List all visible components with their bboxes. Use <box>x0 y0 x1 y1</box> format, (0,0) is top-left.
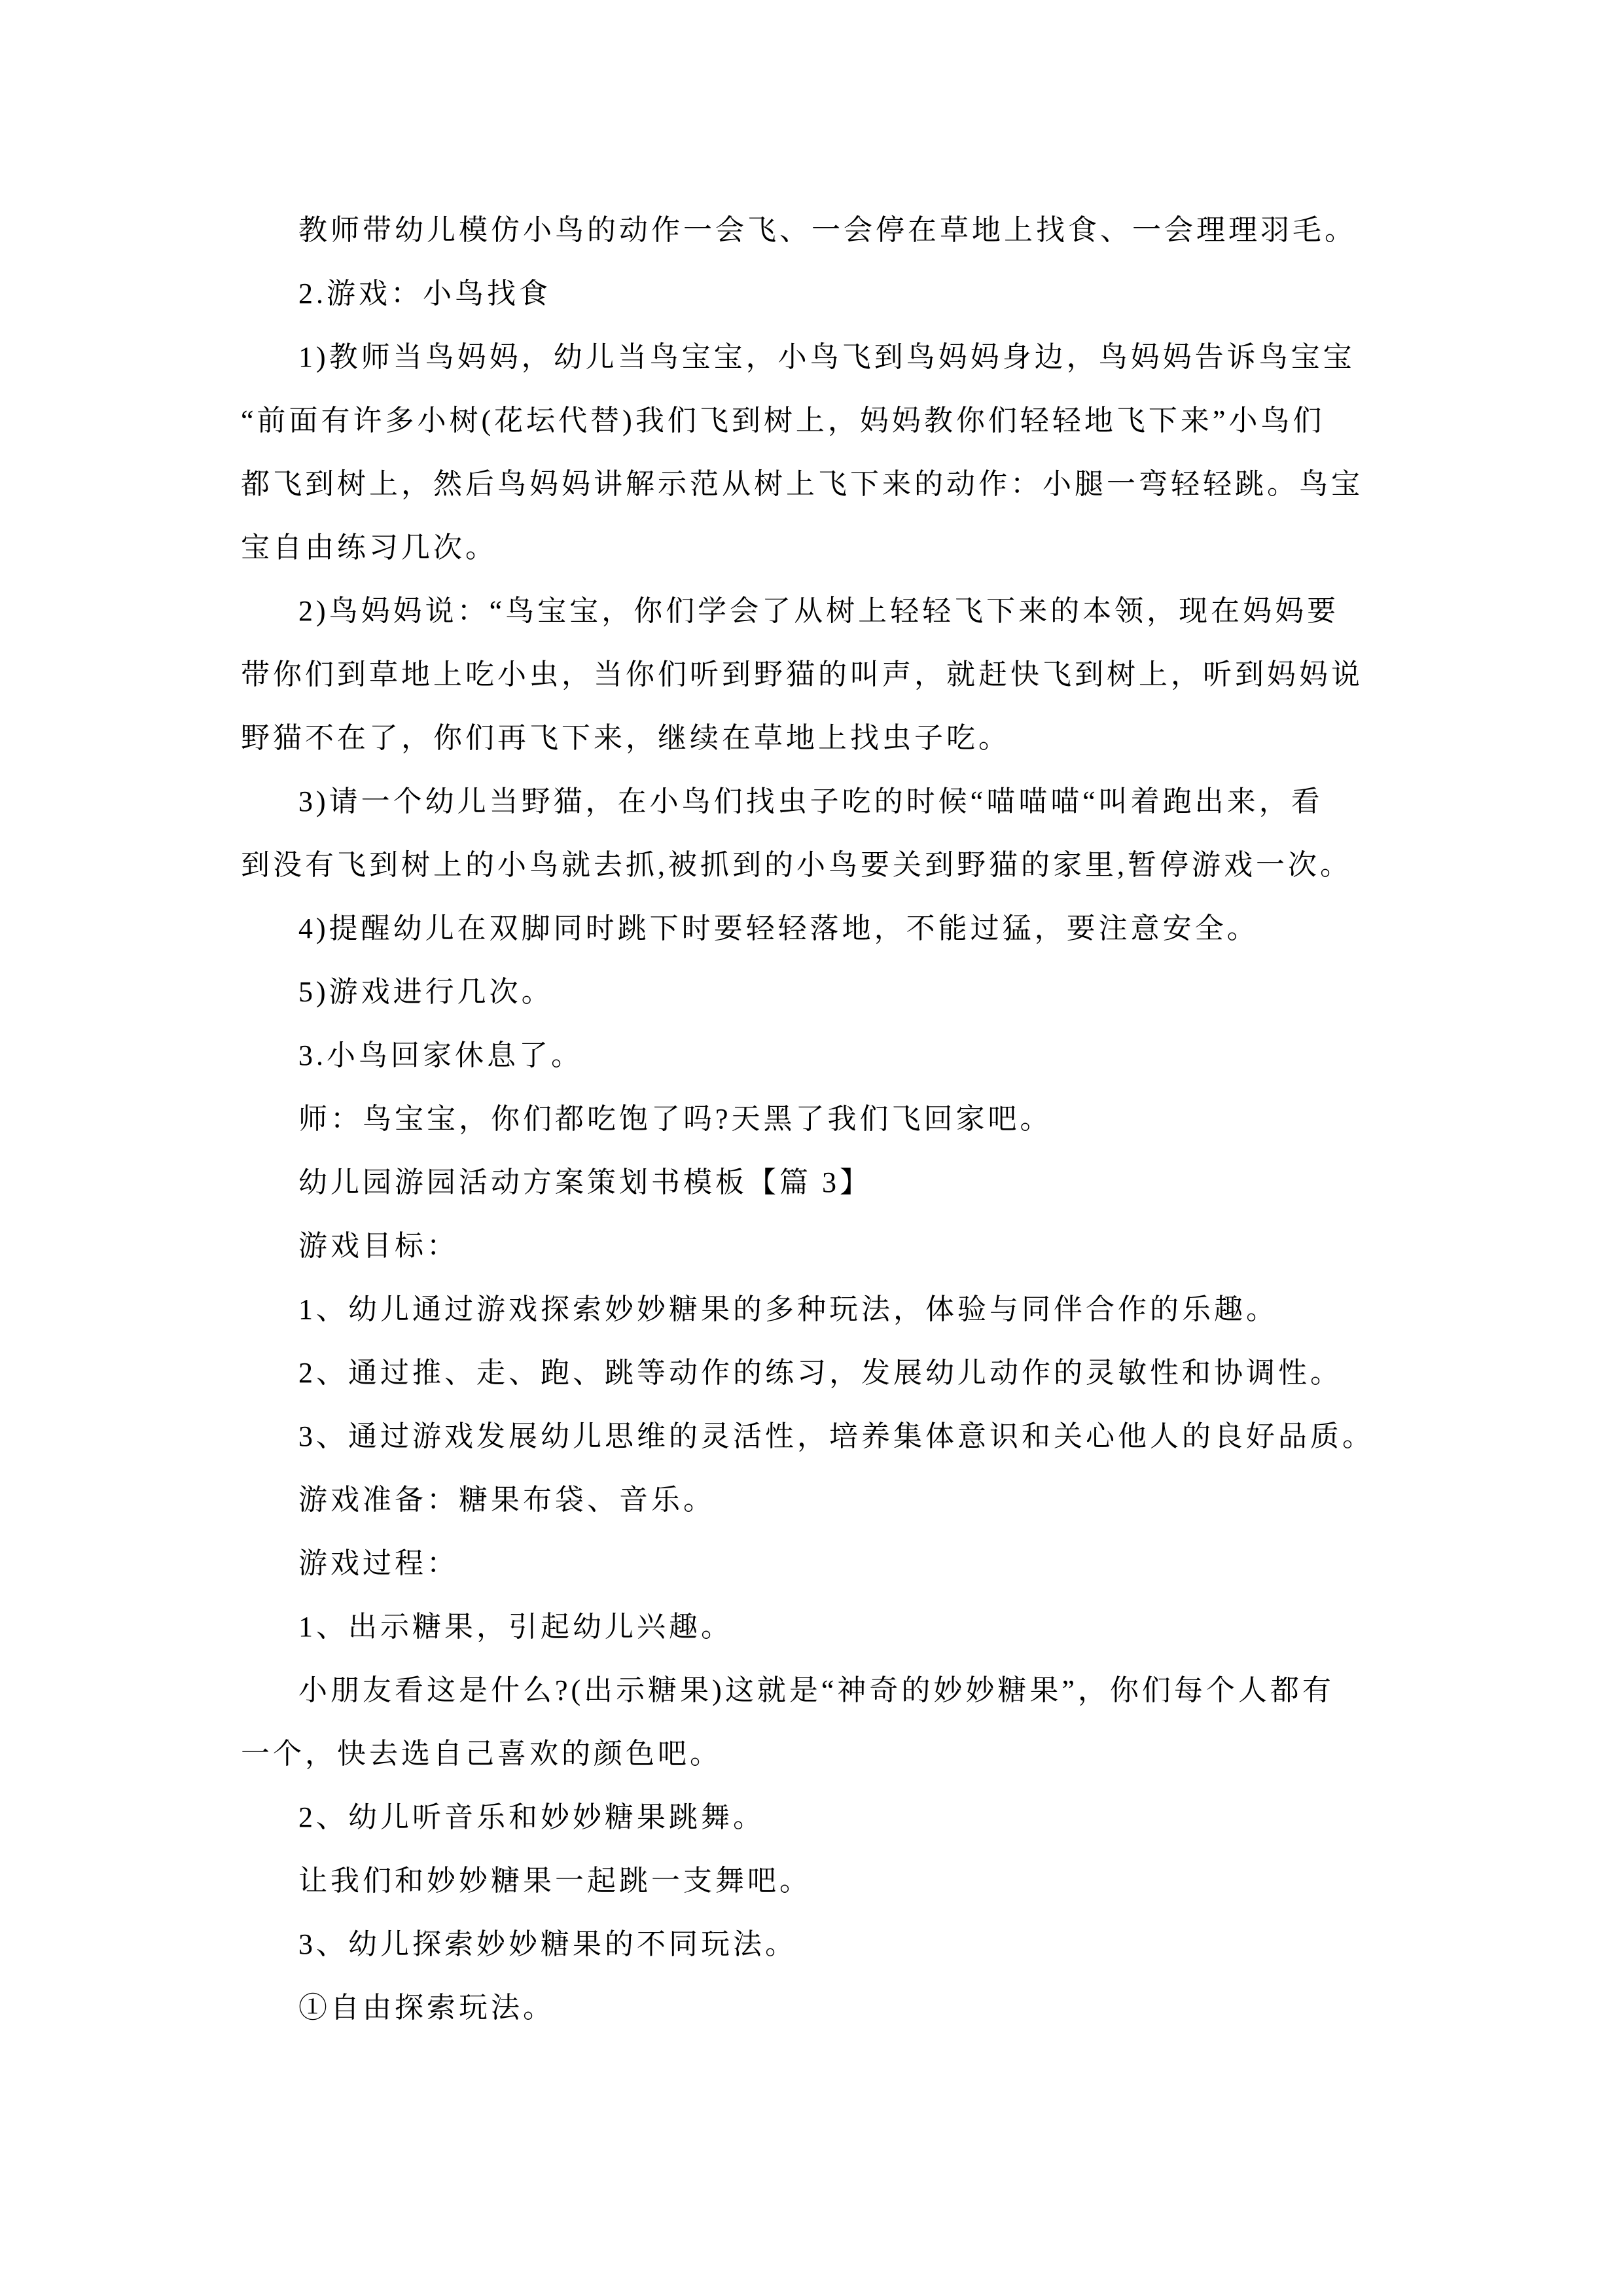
text-line: 游戏过程： <box>298 1547 459 1579</box>
text-line: 让我们和妙妙糖果一起跳一支舞吧。 <box>298 1865 812 1897</box>
text-line: 游戏准备：糖果布袋、音乐。 <box>298 1484 715 1516</box>
text-block <box>241 198 1406 2039</box>
text-line: ①自由探索玩法。 <box>298 1992 555 2024</box>
text-line: 5)游戏进行几次。 <box>298 976 554 1008</box>
text-line: 幼儿园游园活动方案策划书模板【篇 3】 <box>298 1166 872 1198</box>
text-line: 2、幼儿听音乐和妙妙糖果跳舞。 <box>298 1801 765 1833</box>
text-line: 2.游戏：小鸟找食 <box>298 278 551 310</box>
text-line: 宝自由练习几次。 <box>241 531 497 564</box>
text-line: 野猫不在了，你们再飞下来，继续在草地上找虫子吃。 <box>241 722 1010 754</box>
text-line: 小朋友看这是什么?(出示糖果)这就是“神奇的妙妙糖果”，你们每个人都有 <box>298 1674 1334 1706</box>
text-line: 1、出示糖果，引起幼儿兴趣。 <box>298 1611 733 1643</box>
text-line: “前面有许多小树(花坛代替)我们飞到树上，妈妈教你们轻轻地飞下来”小鸟们 <box>241 404 1325 437</box>
text-line: 1、幼儿通过游戏探索妙妙糖果的多种玩法，体验与同伴合作的乐趣。 <box>298 1293 1278 1325</box>
text-line: 一个，快去选自己喜欢的颜色吧。 <box>241 1738 722 1770</box>
text-line: 4)提醒幼儿在双脚同时跳下时要轻轻落地，不能过猛，要注意安全。 <box>298 912 1259 944</box>
text-line: 带你们到草地上吃小虫，当你们听到野猫的叫声，就赶快飞到树上，听到妈妈说 <box>241 658 1363 691</box>
text-line: 1)教师当鸟妈妈，幼儿当鸟宝宝，小鸟飞到鸟妈妈身边，鸟妈妈告诉鸟宝宝 <box>298 341 1355 373</box>
text-line: 教师带幼儿模仿小鸟的动作一会飞、一会停在草地上找食、一会理理羽毛。 <box>298 214 1357 246</box>
text-line: 3、通过游戏发展幼儿思维的灵活性，培养集体意识和关心他人的良好品质。 <box>298 1420 1374 1452</box>
text-line: 3)请一个幼儿当野猫，在小鸟们找虫子吃的时候“喵喵喵“叫着跑出来，看 <box>298 785 1323 817</box>
text-line: 到没有飞到树上的小鸟就去抓,被抓到的小鸟要关到野猫的家里,暂停游戏一次。 <box>241 849 1352 881</box>
text-line: 3、幼儿探索妙妙糖果的不同玩法。 <box>298 1928 797 1960</box>
text-line: 都飞到树上，然后鸟妈妈讲解示范从树上飞下来的动作：小腿一弯轻轻跳。鸟宝 <box>241 468 1363 500</box>
text-line: 3.小鸟回家休息了。 <box>298 1039 583 1071</box>
text-line: 2、通过推、走、跑、跳等动作的练习，发展幼儿动作的灵敏性和协调性。 <box>298 1357 1342 1389</box>
text-line: 2)鸟妈妈说：“鸟宝宝，你们学会了从树上轻轻飞下来的本领，现在妈妈要 <box>298 595 1340 627</box>
text-line: 游戏目标： <box>298 1230 459 1262</box>
text-line: 师：鸟宝宝，你们都吃饱了吗?天黑了我们飞回家吧。 <box>298 1103 1052 1135</box>
